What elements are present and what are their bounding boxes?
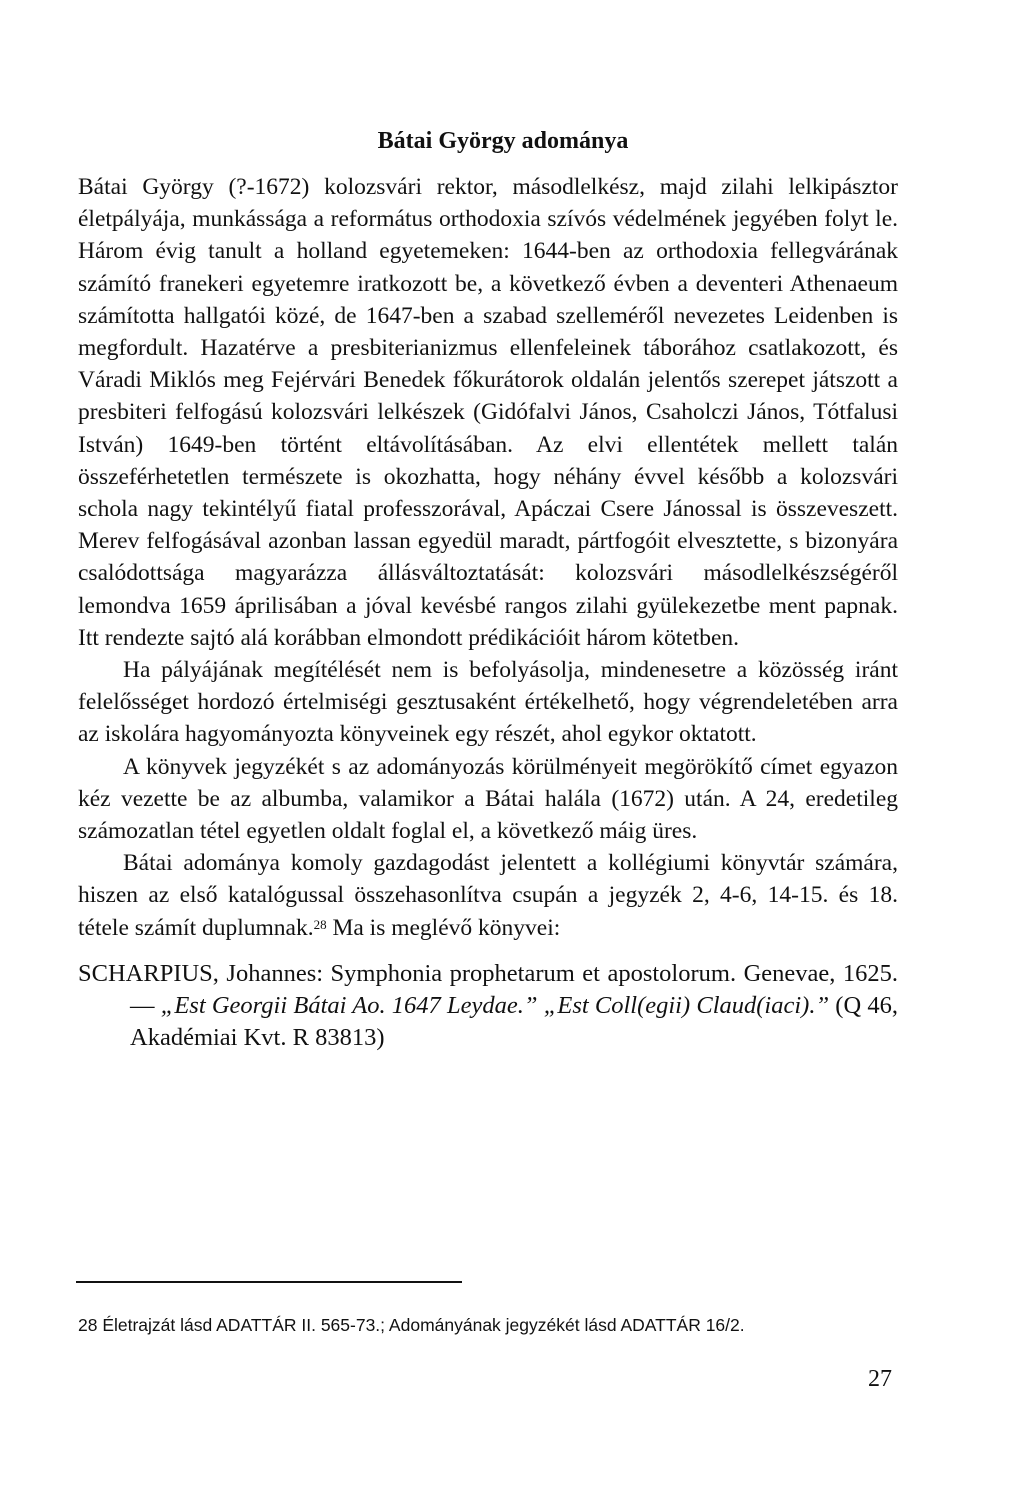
paragraph-biography: Bátai György (?-1672) kolozsvári rektor, másodlelkész, majd zilahi lelkipásztor életpályája, munkássága a református orthodoxia szívós védelmének jegyében folyt le. Három évig tanult a holland egyetemeken: 1644-ben az orthodoxia fellegvárának számító franekeri egyetemre iratkozott be, a következő évben a deventeri Athenaeum számította hallgatói közé, de 1647-ben a szabad szelleméről nevezetes Leidenben is megfordult. Hazatérve a presbiterianizmus ellenfeleinek táborához csatlakozott, és Váradi Miklós meg Fejérvári Benedek főkurátorok oldalán jelentős szerepet játszott a presbiteri felfogású kolozsvári lelkészek (Gidófalvi János, Csaholczi János, Tótfalusi István) 1649-ben történt eltávolításában. Az elvi ellentétek mellett talán összeférhetetlen természete is okozhatta, hogy néhány évvel később a kolozsvári schola nagy tekintélyű fiatal professzorával, Apáczai Csere Jánossal is összeveszett. Merev felfogásával azonban lassan egyedül maradt, pártfogóit elvesztette, s bizonyára csalódottsága magyarázza állásváltoztatását: kolozsvári másodlelkészségéről lemondva 1659 áprilisában a jóval kevésbé rangos zilahi gyülekezetbe ment papnak. Itt rendezte sajtó alá korábban elmondott prédikációit három kötetben. [78, 174, 898, 651]
bib-roman-part: SCHARPIUS, Johannes: Symphonia prophetarum et apostolorum. Genevae, 1625. — [78, 959, 898, 1020]
section-heading: Bátai György adománya [377, 128, 629, 154]
footnote-divider [76, 1281, 462, 1283]
paragraph-legacy: Ha pályájának megítélését nem is befolyásolja, mindenesetre a közösség iránt felelősséget hordozó értelmiségi gesztusaként értékelhető, hogy végrendeletében arra az iskolára hagyományozta könyveinek egy részét, ahol egykor oktatott. [78, 657, 898, 748]
page-number: 27 [868, 1366, 892, 1392]
bibliography-entry [78, 958, 898, 1055]
footnote-reference: 28 [313, 916, 327, 932]
page-body [78, 128, 898, 1054]
paragraph-book-list: A könyvek jegyzékét s az adományozás körülményeit megörökítő címet egyazon kéz vezette be az albumba, valamikor a Bátai halála (1672) után. A 24, eredetileg számozatlan tétel egyetlen oldalt foglal el, a következő máig üres. [78, 753, 898, 845]
donation-tail: Ma is meglévő könyvei: [326, 914, 561, 941]
bib-inscription: „Est Georgii Bátai Ao. 1647 Leydae.” „Est Coll(egii) Claud(iaci).” [160, 992, 830, 1020]
donation-text: Bátai adománya komoly gazdagodást jelentett a kollégiumi könyvtár számára, hiszen az első katalógussal összehasonlítva csupán a jegyzék 2, 4-6, 14-15. és 18. tétele számít duplumnak. [78, 850, 898, 941]
footnote: 28 Életrajzát lásd ADATTÁR II. 565-73.; Adományának jegyzékét lásd ADATTÁR 16/2. [78, 1315, 745, 1335]
paragraph-donation [78, 847, 898, 944]
bib-location: (Q 46, Akadémiai Kvt. R 83813) [130, 992, 898, 1052]
